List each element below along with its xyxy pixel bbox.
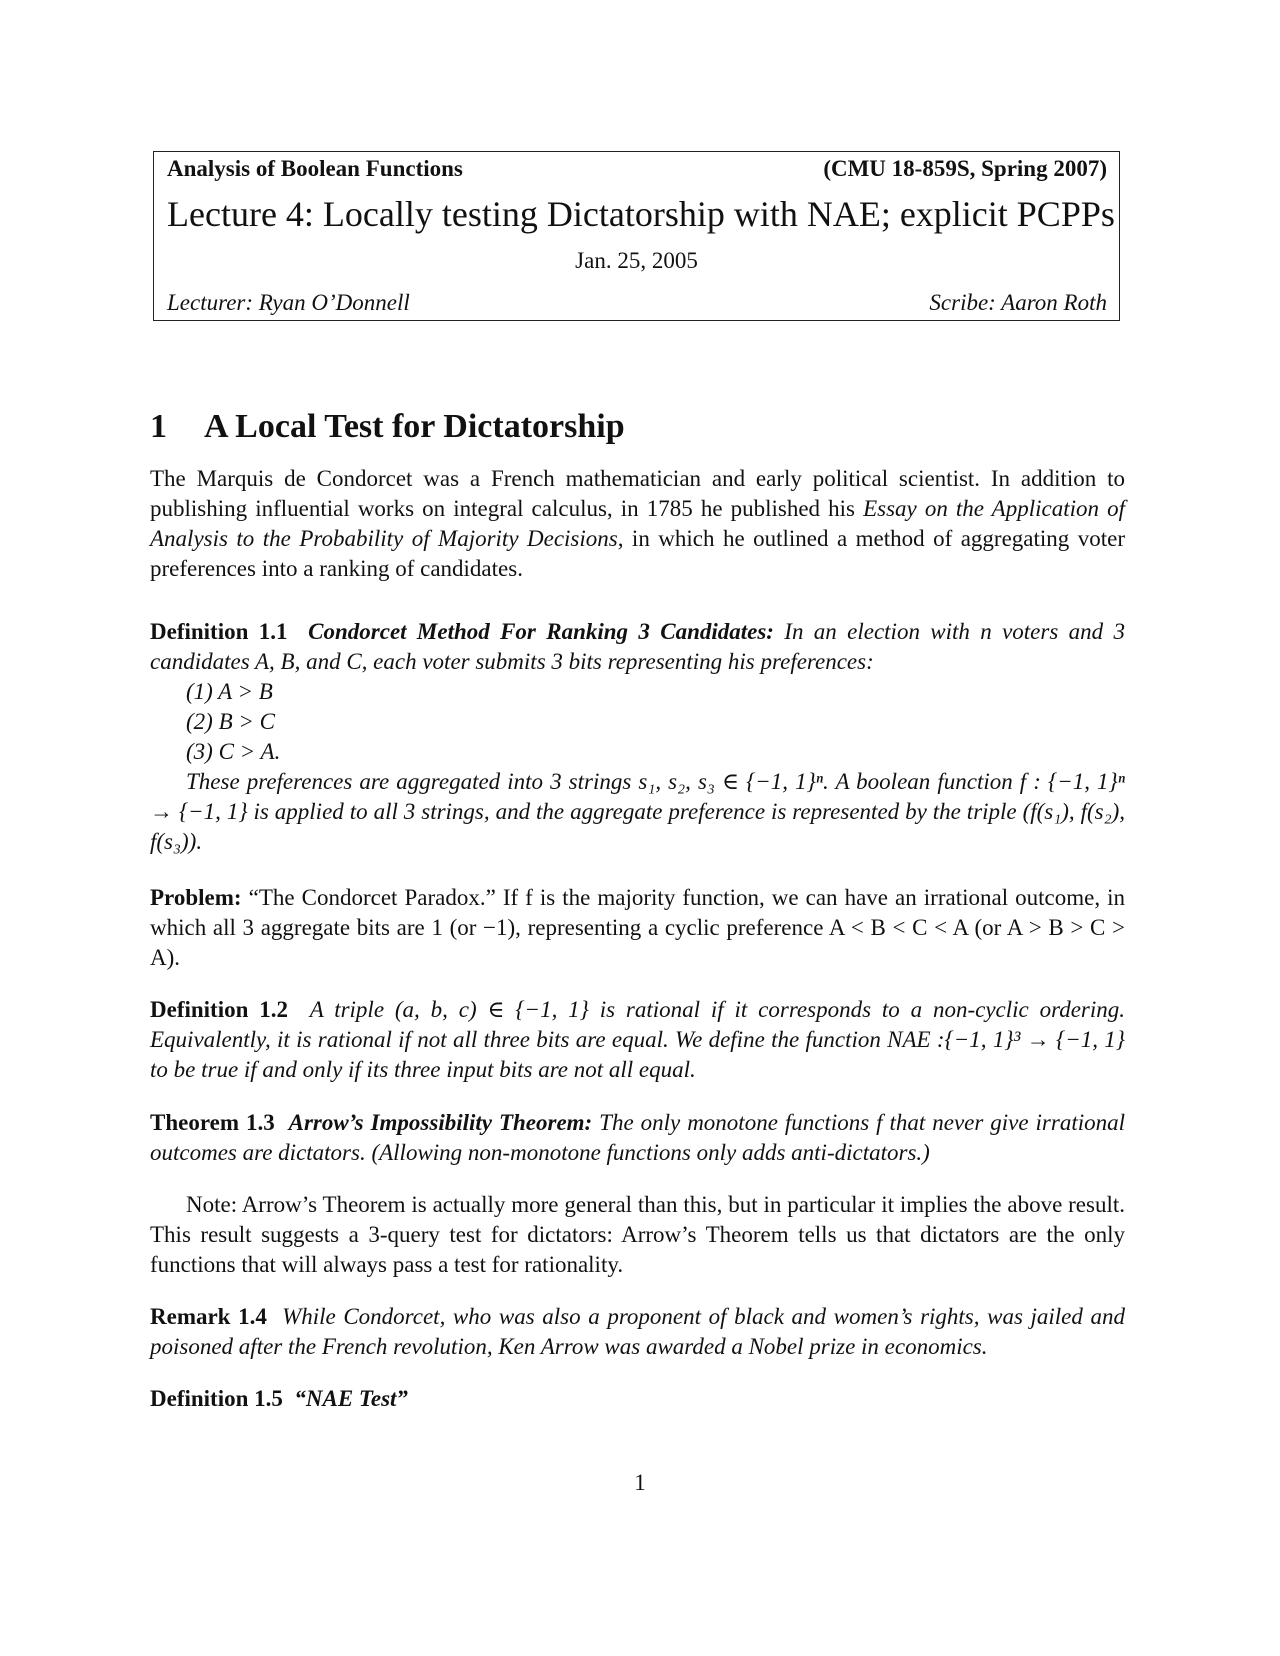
lecture-date: Jan. 25, 2005 bbox=[575, 248, 698, 273]
definition-text: A triple (a, b, c) ∈ {−1, 1} is rational if it corresponds to a non-cyclic ordering. Equivalently, it is rational if not all three bits are equal. We define the function NAE :{−1, 1}³ → {−1, 1} to be true if and only if its three input bits are not all equal. bbox=[150, 997, 1126, 1082]
definition-label: Definition 1.1 bbox=[150, 619, 288, 644]
lecture-title: Lecture 4: Locally testing Dictatorship with NAE; explicit PCPPs bbox=[167, 194, 1115, 234]
page-number: 1 bbox=[634, 1470, 646, 1495]
theorem-text: The only monotone functions f that never give irrational outcomes are dictators. (Allowing non-monotone functions only adds anti-dictators.) bbox=[150, 1110, 1125, 1165]
intro-text-1: The Marquis de Condorcet was a French mathematician and early political scientist. In addition to publishing influential works on integral calculus, in 1785 he published his bbox=[150, 466, 1125, 521]
preference-item: (2) B > C bbox=[186, 709, 275, 734]
theorem-1-3 bbox=[150, 1108, 1125, 1168]
theorem-label: Theorem 1.3 bbox=[150, 1110, 275, 1135]
problem-label: Problem: bbox=[150, 885, 242, 910]
definition-label: Definition 1.5 bbox=[150, 1386, 283, 1411]
remark-label: Remark 1.4 bbox=[150, 1304, 267, 1329]
lecture-header-box bbox=[153, 151, 1120, 321]
problem-paragraph bbox=[150, 883, 1125, 973]
section-heading bbox=[150, 408, 625, 446]
course-term: (CMU 18-859S, Spring 2007) bbox=[823, 156, 1107, 181]
definition-name: “NAE Test” bbox=[294, 1386, 408, 1411]
preference-item: (1) A > B bbox=[186, 679, 273, 704]
theorem-name: Arrow’s Impossibility Theorem: bbox=[288, 1110, 593, 1135]
note-paragraph bbox=[150, 1190, 1125, 1280]
definition-text-2: These preferences are aggregated into 3 strings s₁, s₂, s₃ ∈ {−1, 1}ⁿ. A boolean function f : {−1, 1}ⁿ → {−1, 1} is applied to all 3 strings, and the aggregate preference is represented by the triple (f(s₁), f(s₂), f(s₃)). bbox=[150, 769, 1125, 854]
definition-text: In an election with n voters and 3 candidates A, B, and C, each voter submits 3 bits representing his preferences: bbox=[150, 619, 1125, 674]
intro-text-2: , in which he outlined a method of aggregating voter preferences into a ranking of candidates. bbox=[150, 526, 1125, 581]
course-name: Analysis of Boolean Functions bbox=[167, 156, 463, 181]
remark-1-4 bbox=[150, 1302, 1125, 1362]
lecturer-name: Lecturer: Ryan O’Donnell bbox=[167, 290, 410, 315]
intro-paragraph bbox=[150, 464, 1125, 584]
section-number: 1 bbox=[150, 408, 167, 445]
remark-text: While Condorcet, who was also a proponent of black and women’s rights, was jailed and poisoned after the French revolution, Ken Arrow was awarded a Nobel prize in economics. bbox=[150, 1304, 1125, 1359]
scribe-name: Scribe: Aaron Roth bbox=[929, 290, 1107, 315]
definition-1-1 bbox=[150, 617, 1125, 857]
preference-item: (3) C > A. bbox=[186, 739, 281, 764]
definition-1-5 bbox=[150, 1384, 1125, 1414]
definition-1-2 bbox=[150, 995, 1125, 1085]
definition-label: Definition 1.2 bbox=[150, 997, 288, 1022]
note-text: Note: Arrow’s Theorem is actually more general than this, but in particular it implies the above result. This result suggests a 3-query test for dictators: Arrow’s Theorem tells us that dictators are the only functions that will always pass a test for rationality. bbox=[150, 1192, 1125, 1277]
essay-title: Essay on the Application of Analysis to the Probability of Majority Decisions bbox=[150, 496, 1125, 551]
section-title: A Local Test for Dictatorship bbox=[204, 408, 625, 445]
definition-name: Condorcet Method For Ranking 3 Candidates: bbox=[308, 619, 774, 644]
problem-text: “The Condorcet Paradox.” If f is the majority function, we can have an irrational outcome, in which all 3 aggregate bits are 1 (or −1), representing a cyclic preference A < B < C < A (or A > B > C > A). bbox=[150, 885, 1126, 970]
